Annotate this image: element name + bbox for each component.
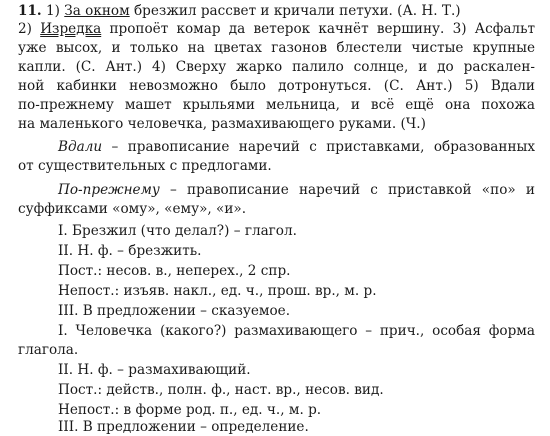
analysis-line: I. Человечка (какого?) размахивающего – прич., особая форма [58, 323, 535, 339]
paragraph-line-1: 11. 1) За окном брезжил рассвет и кричали петухи. (А. Н. Т.) [18, 3, 461, 19]
note-term: Вдали [58, 139, 103, 155]
paragraph-line-4: капли. (С. Ант.) 4) Сверху жарко палило солнце, и до раскален- [18, 59, 535, 75]
paragraph-line-5: ной кабинки невозможно было дотронуться. (С. Ант.) 5) Вдали [18, 78, 535, 94]
paragraph-line-3: уже высох, и только на цветах газонов блестели чистые крупные [18, 40, 535, 56]
analysis-line: Непост.: изъяв. накл., ед. ч., прош. вр., м. р. [58, 283, 377, 299]
paragraph-line-6: по-прежнему машет крыльями мельница, и всё ещё она похожа [18, 97, 535, 113]
analysis-line: Пост.: действ., полн. ф., наст. вр., несов. вид. [58, 382, 384, 398]
note-vdali-cont: от существительных с предлогами. [18, 158, 272, 174]
analysis-line: III. В предложении – сказуемое. [58, 303, 291, 319]
paragraph-line-7: на маленького человечка, размахивающего руками. (Ч.) [18, 116, 426, 132]
exercise-number: 11. [18, 3, 42, 19]
analysis-line: III. В предложении – определение. [58, 419, 309, 435]
analysis-line: глагола. [18, 342, 79, 358]
note-po-prezhnemu: По-прежнему – правописание наречий с приставкой «по» и [58, 182, 535, 198]
analysis-line: II. Н. ф. – брезжить. [58, 243, 202, 259]
note-term: По-прежнему [58, 182, 160, 198]
analysis-line: Пост.: несов. в., неперех., 2 спр. [58, 263, 291, 279]
analysis-line: II. Н. ф. – размахивающий. [58, 362, 251, 378]
analysis-line: Непост.: в форме род. п., ед. ч., м. р. [58, 402, 322, 418]
note-po-prezhnemu-cont: суффиксами «ому», «ему», «и». [18, 201, 247, 217]
analysis-line: I. Брезжил (что делал?) – глагол. [58, 223, 297, 239]
note-vdali: Вдали – правописание наречий с приставками, образованных [58, 139, 535, 155]
paragraph-line-2: 2) Изредка пропоёт комар да ветерок качнёт вершину. 3) Асфальт [18, 21, 535, 37]
underlined-adverbial-phrase: За окном [64, 3, 130, 19]
underlined-adverb: Изредка [40, 21, 102, 37]
